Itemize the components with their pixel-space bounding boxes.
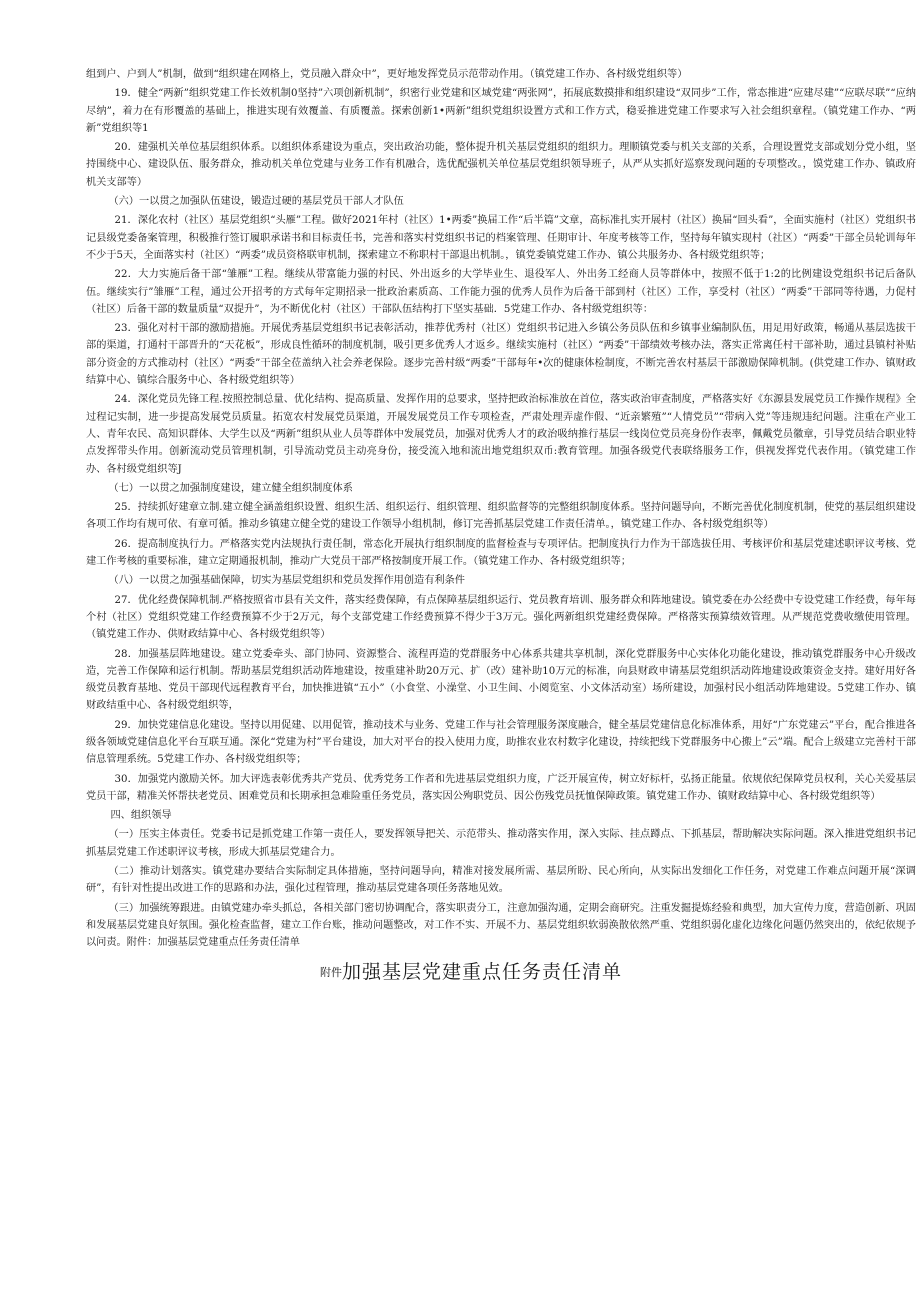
task-item-paragraph: 22．大力实施后备干部“雏雁”工程。继续从带富能力强的村民、外出返乡的大学毕业生、退役军人、外出务工经商人员等群体中，按照不低于1:2的比例建设党组织书记后备队伍。继续实行”雏雁”工程，通过公开招考的方式每年定期招录一批政治素质高、工作能力强的优秀人员作为后备干部到村（社区）工作，享受村（社区）“两委”干部同等待遇，力促村（社区）后备干部的数量质量“双提升”，为不断优化村（社区）干部队伍结构打下坚实基础．5党建工作办、各村级党组织等： [86, 269, 916, 315]
task-item-paragraph: 19．健全“两新”组织党建工作长效机制0坚持”六项创新机制”，织密行业党建和区域党建“两张网”，拓展底数摸排和组织建设“双同步”工作，常态推进“应建尽建”“应联尽联”“应纳尽纳”，着力在有形覆盖的基础上，推进实现有效覆盖、有质覆盖。探索创新1•两新”组织党组织设置方式和工作方式，稳妥推进党建工作要求写入社会组织章程。（镇党建工作办、“两新”党组织等1 [86, 88, 916, 134]
subsection-paragraph: （一）压实主体责任。党委书记是抓党建工作第一责任人，要发挥领导把关、示范带头、推动落实作用，深入实际、挂点蹲点、下抓基层，帮助解决实际问题。深入推进党组织书记抓基层党建工作述职评议考核，形成大抓基层党建合力。 [86, 829, 916, 858]
task-item-paragraph: 26．提高制度执行力。严格落实党内法规执行责任制，常态化开展执行组织制度的监督检查与专项评估。把制度执行力作为干部选拔任用、考核评价和基层党建述职评议考核、党建工作考核的重要标准，建立定期通报机制，推动广大党员干部严格按制度开展工作。（镇党建工作办、各村级党组织等； [86, 538, 916, 568]
appendix-title-main: 加强基层党建重点任务责任清单 [341, 960, 622, 983]
task-item-paragraph: 20．建强机关单位基层组织体系。以组织体系建设为重点，突出政治功能，整体提升机关基层党组织的组织力。理顺镇党委与机关支部的关系，合理设置党支部或划分党小组，坚持围绕中心、建设队伍、服务群众，推动机关单位党建与业务工作有机融合，选优配强机关单位基层党组织领导班子，从严从实抓好巡察发现问题的专项整改。，馍党建工作办、镇政府机关支部等） [86, 142, 916, 188]
task-item-paragraph: 24．深化党员先锋工程.按照控制总量、优化结构、提高质量、发挥作用的总要求，坚持把政治标准放在首位，落实政治审查制度，严格落实好《东源县发展党员工作操作规程》全过程记实制，进一步提高发展党员质量。拓宽农村发展党员渠道，开展发展党员工作专项检查，严肃处理弄虚作假、“近亲繁殖”“人情党员”“带病入党”等违规违纪问题。注重在产业工人、青年农民、高知识群体、大学生以及“两新”组织从业人员等群体中发展党员，加强对优秀人才的政治吸纳推行基层一线岗位党员亮身份作表率，佩戴党员徽章，引导党员结合职业特点发挥带头作用。创新流动党员管理机制，引导流动党员主动亮身份，接受流入地和流出地党组织双币:教育管理。加强各级党代表联络服务工作，俱视发挥党代表作用。（镇党建工作办、各村级党组织等J [86, 394, 916, 475]
subsection-paragraph: （六）一以贯之加强队伍建设，锻造过硬的基层党员干部人才队伍 [108, 196, 404, 208]
task-item-paragraph: 30．加强党内激励关怀。加大评选表彰优秀共产党员、优秀党务工作者和先进基层党组织力度，广泛开展宣传，树立好标杆，弘扬正能量。依规依纪保障党员权利，关心关爱基层党员干部，精准关怀帮扶老党员、困难党员和长期承担急难险重任务党员，落实因公殉职党员、因公伤残党员抚恤保障政策。镇党建工作办、镇财政结算中心、各村级党组织等） [86, 773, 916, 802]
subsection-paragraph: （八）一以贯之加强基础保障，切实为基层党组织和党员发挥作用创造有利条件 [108, 575, 465, 587]
task-item-paragraph: 28．加强基层阵地建设。建立党委牵头、部门协同、资源整合、流程再造的党群服务中心体系共建共享机制，深化党群服务中心实体化功能化建设，推动镇党群服务中心升级改造，完善工作保障和运行机制。帮助基层党组织活动阵地建设，按重建补助20万元、扩（改）建补助10万元的标准，向县财政申请基层党组织活动阵地建设政策资金支持。建好用好各级党员教育基地、党员干部现代远程教育平台，加快推进镇“五小”（小食堂、小澡堂、小卫生间、小阅览室、小文体活动室）场所建设，加强村民小组活动阵地建设。5党建工作办、镇财政结重中心、各村级党组织等， [86, 648, 916, 712]
subsection-paragraph: （七）一以贯之加强制度建设，建立健全组织制度体系 [108, 482, 353, 494]
task-item-paragraph: 25．持续抓好建章立制.建立健全涵盖组织设置、组织生活、组织运行、组织管理、组织监督等的完整组织制度体系。坚持问题导向，不断完善优化制度机制，使党的基层组织建设各项工作均有规可依、有章可循。推动乡镇建立健全党的建设工作领导小组机制，修订完善抓基层党建工作责任清单。，镇党建工作办、各村级党组织等） [86, 502, 916, 531]
appendix-title-prefix: 附件 [319, 965, 342, 979]
subsection-paragraph: （二）推动计划落实。镇党建办要结合实际制定具体措施，坚持问题导向，精准对接发展所需、基层所盼、民心所向，从实际出发细化工作任务，对党建工作难点问题开展“深调研”，有针对性提出改进工作的思路和办法，强化过程管理，推动基层党建各项任务落地见效。 [86, 866, 916, 895]
section-heading: 四、组织领导 [110, 810, 172, 822]
body-paragraph: 组到户、户到人”机制，做到“组织建在网格上，党员融入群众中”，更好地发挥党员示范带动作用。（镇党建工作办、各村级党组织等） [86, 69, 688, 80]
appendix-title [86, 960, 916, 983]
task-item-paragraph: 29．加快党建信息化建设。坚持以用促建、以用促管，推动技术与业务、党建工作与社会管理服务深度融合，健全基层党建信息化标准体系，用好“广东党建云”平台，配合推进各级各领域党建信息化平台互联互通。深化“党建为村”平台建设，加大对平台的投入使用力度，助推农业农村数字化建设，持续把线下党群服务中心搬上”云”端。配合上级建立完善村干部信息管理系统。5党建工作办、各村级党组织等； [86, 719, 916, 766]
task-item-paragraph: 23．强化对村干部的激励措施。开展优秀基层党组织书记表彰活动，推荐优秀村（社区）党组织书记进入乡镇公务员队伍和乡镇事业编制队伍，用足用好政策，畅通从基层选拔干部的渠道，打通村干部晋升的“天花板”，形成良性循环的制度机制，吸引更多优秀人才返乡。继续实施村（社区）“两委”干部绩效考核办法，落实正常离任村干部补助，通过县镇村补贴部分资金的方式推动村（社区）“两委”干部全莅盖纳入社会养老保险。逐步完善村级“两委”干部每年•次的健康体检制度，不断完善农村基层干部激励保障机制。(供党建工作办、镇财政结算中心、镇综合服务中心、各村级党组织等） [86, 323, 916, 387]
task-item-paragraph: 27．优化经费保障机制.严格按照省市县有关文件，落实经费保障，有点保障基层组织运行、党员教育培训、服务群众和阵地建设。镇党委在办公经费中专设党建工作经费，每年每个村（社区）党组织党建工作经费预算不少于2万元，每个支部党建工作经费预算不得少于3万元。强化两新组织党建经费保障。严格落实预算绩效管理。从严规范党费收缴使用管理。（镇党建工作办、供财政结算中心、各村级党组织等） [86, 594, 916, 641]
task-item-paragraph: 21．深化农村（社区）基层党组织“头雁”工程。做好2021年村（社区）1•两委”换届工作“后半篇”文章，高标准扎实开展村（社区）换届“回头看”，全面实施村（社区）党组织书记县级党委备案管理，积极推行签订履职承诺书和目标责任书，完善和落实村党组织书记的档案管理、任期审计、年度考核等工作，坚持每年镇实现村（社区）“两委”干部全员轮训每年不少于5天，全面落实村（社区）“两委”成员资格联审机制，探索建立不称职村干部退出机制。，镇党委镇党建工作办、镇公共服务办、各村级党组织等； [86, 215, 916, 261]
document-body [86, 66, 916, 952]
subsection-paragraph: （三）加强统筹跟进。由镇党建办牵头抓总，各相关部门密切协调配合，落实职责分工，注意加强沟通，定期会商研究。注重发掘提炼经验和典型，加大宣传力度，营造创新、巩固和发展基层党建良好氛围。强化检查监督，建立工作台账，推动问题整改，对工作不实、开展不力、基层党组织软弱涣散依然严重、党组织弱化虚化边缘化问题仍然突出的，依纪依规予以问责。附件：加强基层党建重点任务责任清单 [86, 902, 916, 949]
